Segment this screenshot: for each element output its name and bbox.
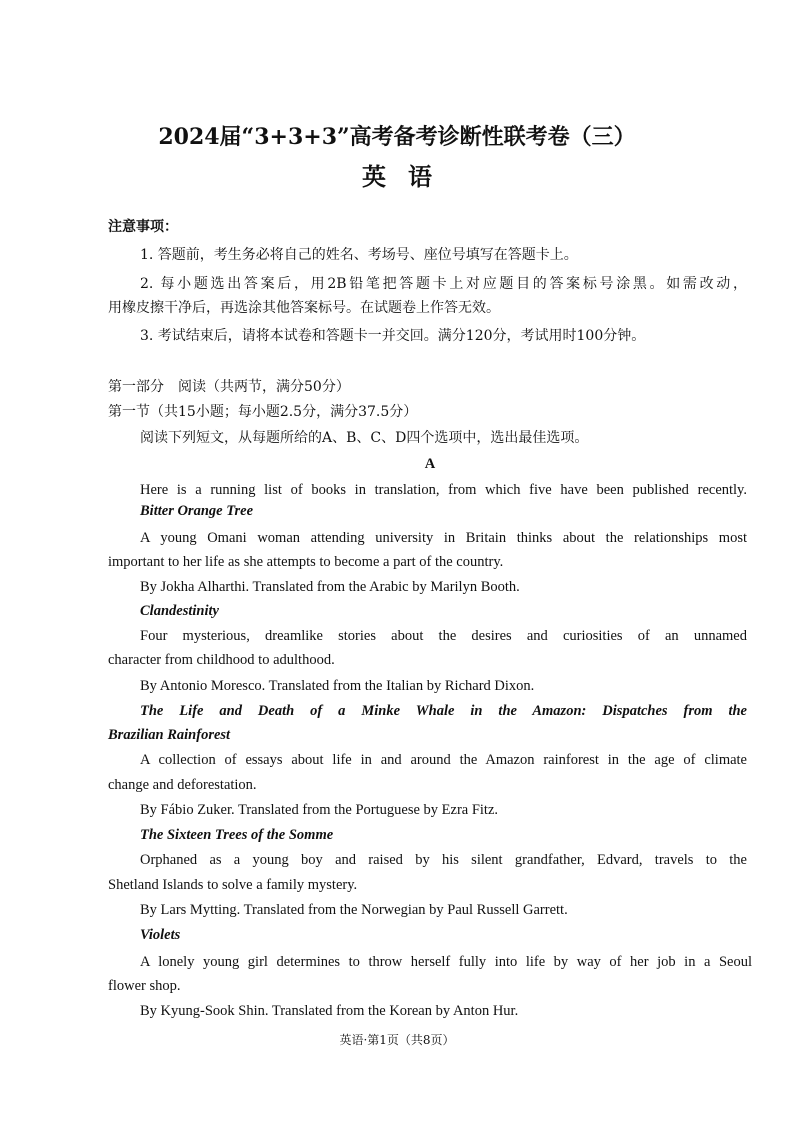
book-desc: flower shop. (108, 978, 181, 994)
book-title: Brazilian Rainforest (108, 727, 231, 743)
page-title: 2024届“3+3+3”高考备考诊断性联考卷（三） (158, 124, 636, 150)
book-credit: By Fábio Zuker. Translated from the Portuguese by Ezra Fitz. (140, 802, 499, 818)
book-credit: By Kyung-Sook Shin. Translated from the Korean by Anton Hur. (140, 1003, 519, 1019)
book-title: Clandestinity (140, 603, 219, 619)
book-credit: By Jokha Alharthi. Translated from the Arabic by Marilyn Booth. (140, 579, 520, 595)
book-desc: important to her life as she attempts to become a part of the country. (108, 554, 504, 570)
part-heading: 第一部分 阅读（共两节，满分50分） (108, 379, 350, 395)
notice-item: 3. 考试结束后，请将本试卷和答题卡一并交回。满分120分，考试用时100分钟。 (140, 328, 646, 344)
book-desc: A young Omani woman attending university in Britain thinks about the relationships most (140, 530, 747, 546)
book-title: The Life and Death of a Minke Whale in the Amazon: Dispatches from the (140, 703, 747, 719)
passage-label: A (424, 456, 436, 472)
passage-intro: Here is a running list of books in translation, from which five have been published recently. (140, 482, 747, 498)
instruction: 阅读下列短文，从每题所给的A、B、C、D四个选项中，选出最佳选项。 (140, 430, 589, 446)
book-title: Violets (140, 927, 181, 943)
book-desc: character from childhood to adulthood. (108, 652, 335, 668)
book-desc: Shetland Islands to solve a family mystery. (108, 877, 358, 893)
book-desc: A lonely young girl determines to throw herself fully into life by way of her job in a Seoul (140, 954, 752, 970)
book-credit: By Lars Mytting. Translated from the Norwegian by Paul Russell Garrett. (140, 902, 568, 918)
book-desc: Orphaned as a young boy and raised by his silent grandfather, Edvard, travels to the (140, 852, 747, 868)
book-title: Bitter Orange Tree (140, 503, 254, 519)
notice-item: 1. 答题前，考生务必将自己的姓名、考场号、座位号填写在答题卡上。 (140, 247, 578, 263)
book-desc: change and deforestation. (108, 777, 257, 793)
notice-heading: 注意事项： (108, 219, 178, 235)
notice-item: 2. 每小题选出答案后，用2B铅笔把答题卡上对应题目的答案标号涂黑。如需改动， (140, 276, 747, 292)
subject-title: 英语 (362, 162, 454, 191)
notice-item: 用橡皮擦干净后，再选涂其他答案标号。在试题卷上作答无效。 (108, 300, 500, 316)
book-desc: A collection of essays about life in and around the Amazon rainforest in the age of climate (140, 752, 747, 768)
section-heading: 第一节（共15小题；每小题2.5分，满分37.5分） (108, 404, 418, 420)
book-credit: By Antonio Moresco. Translated from the Italian by Richard Dixon. (140, 678, 535, 694)
book-title: The Sixteen Trees of the Somme (140, 827, 334, 843)
book-desc: Four mysterious, dreamlike stories about the desires and curiosities of an unnamed (140, 628, 747, 644)
page-footer: 英语·第1页（共8页） (339, 1033, 455, 1047)
